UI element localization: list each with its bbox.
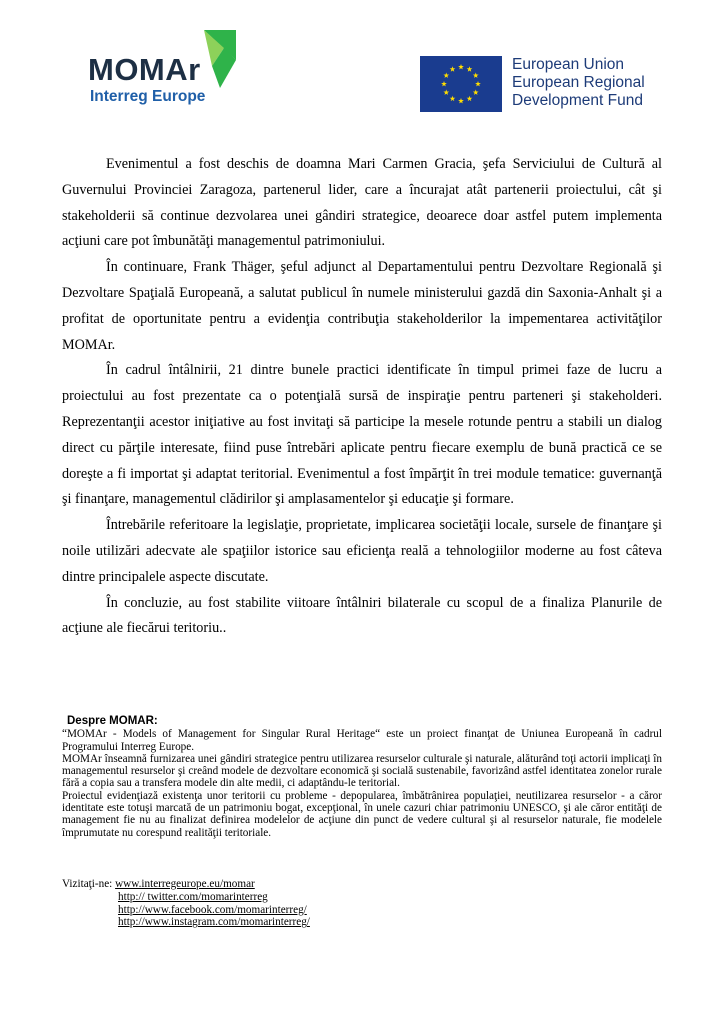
eu-line-2: European Regional <box>512 74 645 91</box>
contact-label: Vizitaţi-ne: <box>62 878 116 890</box>
interreg-europe-text: Interreg Europe <box>90 88 206 105</box>
paragraph-3: În cadrul întâlnirii, 21 dintre bunele practici identificate în timpul primei faze de lucru a proiectului au fost prezentate ca o potenţială sursă de inspiraţie pentru parteneri şi stakeholderi. Reprezentanţii acestor iniţiative au fost invitaţi să participe la mesele rotunde pentru a stabili un dialog direct cu părţile interesate, fiind puse întrebări aplicate pentru fiecare exemplu de bună practică ce se doreşte a fi importat şi adaptat teritorial. Evenimentul a fost împărţit în trei module tematice: guvernanţă şi finanţare, managementul clădirilor şi amplasamentelor şi educaţie şi formare. <box>62 362 662 508</box>
paragraph-4: Întrebările referitoare la legislaţie, proprietate, implicarea societăţii locale, sursele de finanţare şi noile utilizări adecvate ale spaţiilor istorice sau eficienţa reală a tehnologiilor moderne au fost câteva dintre principalele aspecte discutate. <box>62 517 662 585</box>
link-interregeurope[interactable]: www.interregeurope.eu/momar <box>115 878 255 890</box>
eu-logo-text <box>512 56 645 110</box>
link-instagram[interactable]: http://www.instagram.com/momarinterreg/ <box>118 916 310 929</box>
eu-flag-icon <box>420 56 502 112</box>
link-facebook[interactable]: http://www.facebook.com/momarinterreg/ <box>118 903 307 916</box>
momar-logo-text: MOMAr <box>88 52 201 87</box>
link-twitter[interactable]: http:// twitter.com/momarinterreg <box>118 890 268 903</box>
about-title: Despre MOMAR: <box>67 715 158 727</box>
eu-line-1: European Union <box>512 56 625 73</box>
momar-logo <box>88 26 263 116</box>
eu-line-3: Development Fund <box>512 92 643 109</box>
about-paragraph-3: Proiectul evidenţiază existenţa unor teritorii cu probleme - depopularea, îmbătrânirea populaţiei, neutilizarea resurselor - a căror identitate este totuşi marcată de un patrimoniu bogat, excepţional, în unele cazuri chiar patrimoniu UNESCO, şi ale căror entităţi de management fie nu au finalizat definirea modelelor de acţiune din punct de vedere cultural şi al resurselor naturale, fie modelele împrumutate nu corespund realităţii teritoriale. <box>62 789 662 839</box>
about-paragraph-2: MOMAr înseamnă furnizarea unei gândiri strategice pentru utilizarea resurselor culturale şi naturale, alăturând toţi actorii implicaţi în managementul resurselor şi creând modele de dezvoltare economică şi socială sustenabile, favorizând astfel identitatea zonelor rurale fără a copia sau a transfera modele din alte medii, ci adaptându-le teritorial. <box>62 752 662 790</box>
page-header <box>0 0 724 130</box>
about-section <box>62 715 662 839</box>
paragraph-2: În continuare, Frank Thäger, şeful adjunct al Departamentului pentru Dezvoltare Regională şi Dezvoltare Spaţială Europeană, a salutat publicul în numele ministerului gazdă din Saxonia-Anhalt şi a profitat de oportunitate pentru a evidenţia contribuţia stakeholderilor la impementarea activităţilor MOMAr. <box>62 259 662 353</box>
paragraph-1: Evenimentul a fost deschis de doamna Mari Carmen Gracia, şefa Serviciului de Cultură al Guvernului Provinciei Zaragoza, partenerul lider, care a încurajat atât partenerii proiectului, cât şi stakeholderii să continue dezvolarea unei gândiri strategice, deoarece doar astfel putem implementa acţiuni care pot îmbunătăţi managementul patrimoniului. <box>62 156 662 250</box>
paragraph-5: În concluzie, au fost stabilite viitoare întâlniri bilaterale cu scopul de a finaliza Planurile de acţiune ale fiecărui teritoriu.. <box>62 594 662 637</box>
about-paragraph-1: “MOMAr - Models of Management for Singular Rural Heritage“ este un proiect finanţat de Uniunea Europeană în cadrul Programului Interreg Europe. <box>62 728 662 753</box>
eu-logo <box>420 56 670 114</box>
contact-links <box>62 878 310 929</box>
article-body <box>62 152 662 642</box>
